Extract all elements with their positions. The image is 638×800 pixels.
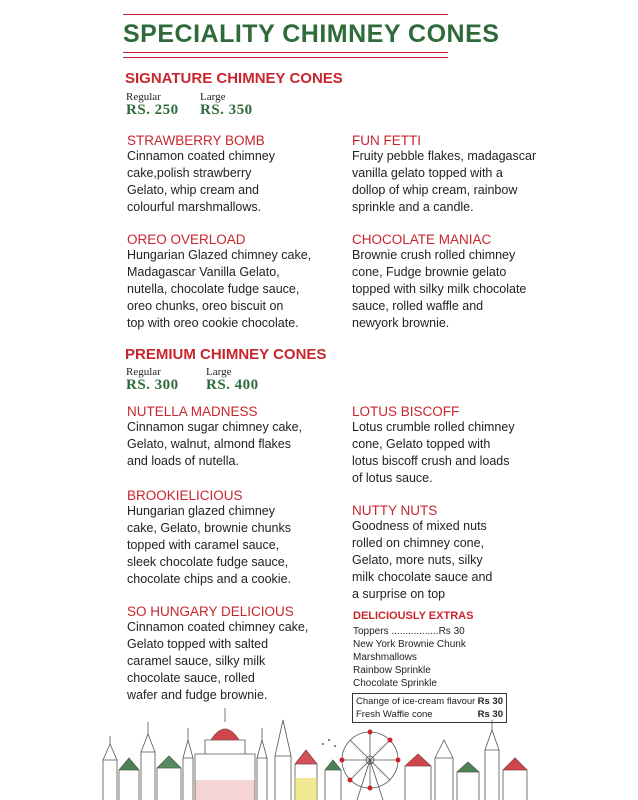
menu-item xyxy=(352,404,515,487)
item-name: LOTUS BISCOFF xyxy=(352,404,460,419)
title-rule-top xyxy=(123,14,448,15)
item-description: Hungarian Glazed chimney cake, Madagascar Vanilla Gelato, nutella, chocolate fudge sauce, oreo chunks, oreo biscuit on top with oreo cookie chocolate. xyxy=(127,248,312,330)
townscape-illustration-icon xyxy=(95,700,535,800)
item-description: Brownie crush rolled chimney cone, Fudge brownie gelato topped with silky milk chocolate sauce, rolled waffle and newyork brownie. xyxy=(352,248,527,330)
premium-large-price: RS. 400 xyxy=(206,377,259,393)
menu-item xyxy=(127,133,275,216)
menu-item xyxy=(352,232,526,332)
menu-item xyxy=(352,133,536,216)
signature-large-label: Large xyxy=(200,91,226,103)
item-description: Fruity pebble flakes, madagascar vanilla gelato topped with a dollop of whip cream, rainbow sprinkle and a candle. xyxy=(352,149,537,214)
item-description: Cinnamon coated chimney cake, Gelato topped with salted caramel sauce, silky milk chocolate sauce, rolled wafer and fudge brownie. xyxy=(127,620,309,702)
extras-list xyxy=(353,625,466,690)
item-description: Goodness of mixed nuts rolled on chimney cone, Gelato, more nuts, silky milk chocolate sauce and a surprise on top xyxy=(352,519,493,601)
menu-item xyxy=(127,604,308,704)
extras-box-price: Rs 30 xyxy=(477,709,503,720)
item-description: Lotus crumble rolled chimney cone, Gelato topped with lotus biscoff crush and loads of lotus sauce. xyxy=(352,420,515,485)
signature-regular-label: Regular xyxy=(126,91,161,103)
premium-large-label: Large xyxy=(206,366,232,378)
menu-item xyxy=(352,503,492,603)
item-name: BROOKIELICIOUS xyxy=(127,488,243,503)
extras-box-price: Rs 30 xyxy=(477,696,503,707)
item-name: NUTELLA MADNESS xyxy=(127,404,258,419)
extras-item: Chocolate Sprinkle xyxy=(353,678,437,689)
signature-regular-price: RS. 250 xyxy=(126,102,179,118)
item-name: STRAWBERRY BOMB xyxy=(127,133,265,148)
menu-item xyxy=(127,488,291,588)
item-description: Cinnamon sugar chimney cake, Gelato, walnut, almond flakes and loads of nutella. xyxy=(127,420,303,468)
item-name: NUTTY NUTS xyxy=(352,503,438,518)
page-title: SPECIALITY CHIMNEY CONES xyxy=(123,20,500,48)
menu-item xyxy=(127,404,302,470)
title-rule-bottom-2 xyxy=(123,57,448,58)
signature-large-price: RS. 350 xyxy=(200,102,253,118)
item-description: Hungarian glazed chimney cake, Gelato, brownie chunks topped with caramel sauce, sleek chocolate fudge sauce, chocolate chips and a cookie. xyxy=(127,504,291,586)
premium-regular-label: Regular xyxy=(126,366,161,378)
extras-heading: DELICIOUSLY EXTRAS xyxy=(353,610,474,622)
extras-box-label: Fresh Waffle cone xyxy=(356,709,433,720)
extras-box-label: Change of ice-cream flavour xyxy=(356,696,476,707)
title-rule-bottom-1 xyxy=(123,52,448,53)
signature-heading: SIGNATURE CHIMNEY CONES xyxy=(125,70,343,87)
premium-regular-price: RS. 300 xyxy=(126,377,179,393)
menu-item xyxy=(127,232,311,332)
extras-item: New York Brownie Chunk xyxy=(353,639,466,650)
extras-item: Marshmallows xyxy=(353,652,417,663)
item-name: FUN FETTI xyxy=(352,133,421,148)
premium-heading: PREMIUM CHIMNEY CONES xyxy=(125,346,327,363)
extras-item: Rainbow Sprinkle xyxy=(353,665,431,676)
item-description: Cinnamon coated chimney cake,polish strawberry Gelato, whip cream and colourful marshmallows. xyxy=(127,149,275,214)
item-name: CHOCOLATE MANIAC xyxy=(352,232,492,247)
item-name: OREO OVERLOAD xyxy=(127,232,246,247)
item-name: SO HUNGARY DELICIOUS xyxy=(127,604,294,619)
extras-toppers-line: Toppers .................Rs 30 xyxy=(353,626,465,637)
